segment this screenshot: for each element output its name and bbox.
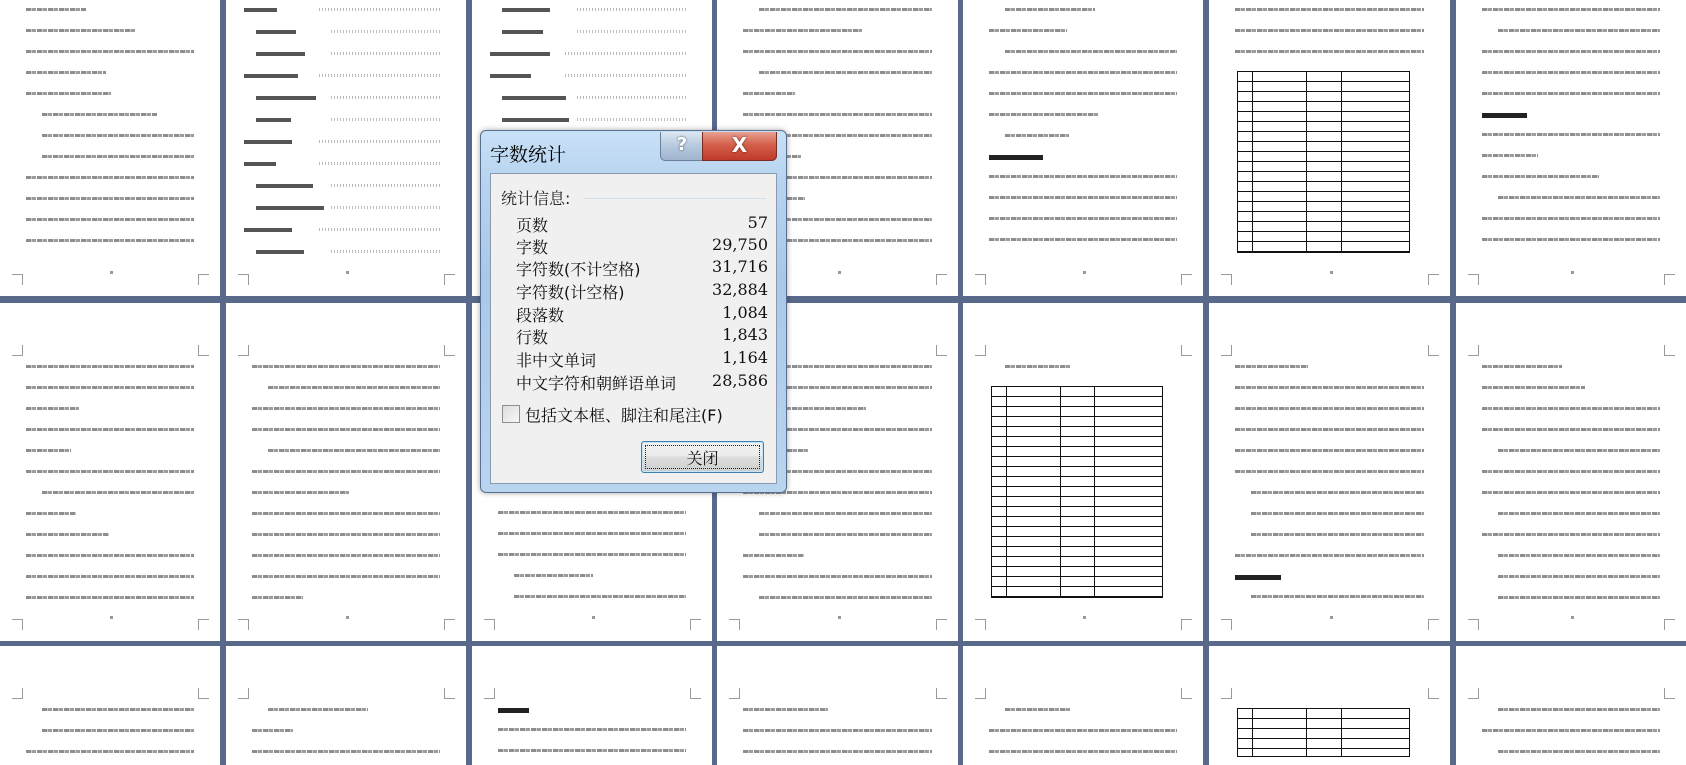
text-line: [743, 113, 932, 116]
text-line: [26, 407, 79, 410]
text-line: [26, 386, 194, 389]
table: [1237, 71, 1410, 253]
text-line: [26, 50, 194, 53]
text-line: [26, 470, 194, 473]
text-line: [1482, 428, 1660, 431]
document-page-thumbnail[interactable]: [0, 0, 220, 296]
toc-leader: [331, 250, 441, 253]
heading: [1482, 113, 1527, 118]
text-line: [26, 176, 194, 179]
page-number: [838, 616, 841, 619]
stat-row-paragraphs: [516, 303, 768, 325]
group-divider: [583, 198, 766, 199]
margin-mark: [1221, 345, 1232, 356]
text-line: [252, 750, 440, 753]
text-line: [1482, 175, 1599, 178]
document-page-thumbnail[interactable]: [0, 303, 220, 641]
include-textboxes-checkbox[interactable]: [502, 405, 520, 423]
text-line: [26, 750, 194, 753]
toc-leader: [331, 118, 441, 121]
margin-mark: [936, 619, 947, 630]
help-button[interactable]: [660, 132, 704, 161]
margin-mark: [1221, 688, 1232, 699]
text-line: [1235, 8, 1424, 11]
heading: [1235, 575, 1281, 580]
text-line: [268, 386, 440, 389]
margin-mark: [1181, 619, 1192, 630]
text-line: [268, 449, 440, 452]
text-line: [1235, 554, 1424, 557]
toc-entry: [244, 8, 277, 12]
text-line: [743, 750, 932, 753]
stat-label: 非中文单词: [516, 351, 597, 370]
margin-mark: [1181, 345, 1192, 356]
margin-mark: [238, 345, 249, 356]
stat-value: 28,586: [712, 371, 768, 390]
document-page-thumbnail[interactable]: [472, 646, 712, 765]
text-line: [26, 92, 111, 95]
stat-value: 57: [747, 213, 768, 232]
toc-entry: [256, 96, 316, 100]
text-line: [759, 512, 932, 515]
text-line: [252, 533, 440, 536]
margin-mark: [1181, 274, 1192, 285]
text-line: [1235, 29, 1424, 32]
page-number: [1571, 271, 1574, 274]
toc-entry: [256, 184, 313, 188]
text-line: [42, 134, 194, 137]
document-page-thumbnail[interactable]: [1456, 303, 1686, 641]
stat-value: 32,884: [712, 280, 768, 299]
margin-mark: [484, 619, 495, 630]
text-line: [1482, 50, 1660, 53]
margin-mark: [238, 688, 249, 699]
document-page-thumbnail[interactable]: [1209, 303, 1450, 641]
text-line: [1235, 470, 1424, 473]
margin-mark: [444, 619, 455, 630]
margin-mark: [12, 619, 23, 630]
text-line: [743, 575, 932, 578]
text-line: [759, 8, 932, 11]
close-button[interactable]: [641, 441, 764, 473]
stat-row-lines: [516, 325, 768, 347]
text-line: [759, 71, 932, 74]
text-line: [42, 155, 194, 158]
table: [1237, 708, 1410, 757]
stat-row-chars-with-spaces: [516, 280, 768, 302]
text-line: [1482, 238, 1660, 241]
margin-mark: [198, 688, 209, 699]
stat-value: 1,164: [722, 348, 768, 367]
title-close-button[interactable]: [702, 132, 777, 161]
margin-mark: [1664, 274, 1675, 285]
stat-label: 段落数: [516, 306, 565, 325]
stat-value: 31,716: [712, 257, 768, 276]
text-line: [1251, 595, 1424, 598]
text-line: [1251, 491, 1424, 494]
text-line: [1498, 196, 1660, 199]
text-line: [498, 511, 686, 514]
margin-mark: [1221, 274, 1232, 285]
text-line: [759, 533, 932, 536]
text-line: [1482, 8, 1660, 11]
text-line: [989, 29, 1067, 32]
text-line: [252, 491, 349, 494]
stat-label: 字符数(计空格): [516, 283, 625, 302]
text-line: [498, 749, 686, 752]
document-page-thumbnail[interactable]: [1209, 646, 1450, 765]
page-number: [1571, 616, 1574, 619]
text-line: [1498, 596, 1660, 599]
margin-mark: [975, 688, 986, 699]
document-page-thumbnail[interactable]: [0, 646, 220, 765]
text-line: [26, 197, 194, 200]
page-number: [838, 271, 841, 274]
text-line: [252, 554, 440, 557]
page-number: [346, 271, 349, 274]
text-line: [1498, 750, 1660, 753]
stat-row-non-chinese-words: [516, 348, 768, 370]
help-icon: ?: [676, 134, 688, 155]
margin-mark: [975, 619, 986, 630]
text-line: [989, 196, 1177, 199]
text-line: [1482, 533, 1660, 536]
margin-mark: [729, 688, 740, 699]
text-line: [1498, 512, 1660, 515]
text-line: [514, 595, 686, 598]
close-button-label: 关闭: [686, 449, 719, 468]
margin-mark: [484, 688, 495, 699]
stat-label: 中文字符和朝鲜语单词: [516, 374, 677, 393]
text-line: [743, 92, 795, 95]
text-line: [1235, 386, 1424, 389]
text-line: [1482, 71, 1660, 74]
dialog-body: [490, 173, 777, 484]
toc-entry: [256, 250, 304, 254]
text-line: [252, 470, 440, 473]
margin-mark: [238, 619, 249, 630]
text-line: [514, 574, 593, 577]
document-page-thumbnail[interactable]: [1209, 0, 1450, 296]
toc-entry: [490, 52, 550, 56]
margin-mark: [936, 688, 947, 699]
margin-mark: [1428, 688, 1439, 699]
text-line: [252, 596, 303, 599]
margin-mark: [1664, 688, 1675, 699]
text-line: [1235, 365, 1308, 368]
text-line: [498, 728, 686, 731]
text-line: [743, 554, 804, 557]
margin-mark: [12, 688, 23, 699]
text-line: [1251, 512, 1424, 515]
text-line: [743, 708, 828, 711]
text-line: [1498, 449, 1660, 452]
margin-mark: [198, 619, 209, 630]
table: [991, 386, 1163, 598]
text-line: [26, 29, 136, 32]
text-line: [989, 92, 1177, 95]
text-line: [26, 512, 76, 515]
stat-label: 行数: [516, 328, 549, 347]
margin-mark: [444, 345, 455, 356]
document-page-thumbnail[interactable]: [717, 646, 958, 765]
text-line: [1005, 134, 1069, 137]
margin-mark: [729, 619, 740, 630]
text-line: [989, 729, 1177, 732]
document-page-thumbnail[interactable]: [963, 646, 1203, 765]
text-line: [1482, 491, 1660, 494]
margin-mark: [198, 345, 209, 356]
margin-mark: [1221, 619, 1232, 630]
statistics-group-label: 统计信息:: [501, 189, 571, 208]
text-line: [268, 708, 368, 711]
toc-entry: [256, 30, 296, 34]
text-line: [26, 575, 194, 578]
text-line: [26, 428, 194, 431]
text-line: [1482, 365, 1562, 368]
margin-mark: [198, 274, 209, 285]
page-number: [110, 616, 113, 619]
margin-mark: [1428, 345, 1439, 356]
text-line: [1482, 729, 1660, 732]
stat-row-words: [516, 235, 768, 257]
text-line: [42, 113, 157, 116]
margin-mark: [1468, 688, 1479, 699]
toc-entry: [256, 52, 305, 56]
page-number: [592, 616, 595, 619]
toc-entry: [256, 206, 324, 210]
margin-mark: [1181, 688, 1192, 699]
toc-leader: [565, 74, 687, 77]
text-line: [1482, 217, 1660, 220]
document-page-thumbnail[interactable]: [1456, 646, 1686, 765]
text-line: [1498, 554, 1660, 557]
text-line: [1005, 50, 1177, 53]
text-line: [989, 238, 1177, 241]
toc-entry: [244, 162, 276, 166]
document-page-thumbnail[interactable]: [963, 303, 1203, 641]
text-line: [42, 729, 194, 732]
toc-leader: [577, 30, 687, 33]
close-icon: X: [731, 133, 748, 157]
margin-mark: [975, 274, 986, 285]
text-line: [743, 29, 862, 32]
text-line: [1235, 407, 1424, 410]
text-line: [1235, 449, 1424, 452]
toc-leader: [577, 96, 687, 99]
margin-mark: [12, 274, 23, 285]
text-line: [252, 365, 440, 368]
margin-mark: [444, 688, 455, 699]
stat-label: 页数: [516, 216, 549, 235]
text-line: [252, 575, 440, 578]
text-line: [252, 428, 440, 431]
text-line: [1482, 92, 1660, 95]
text-line: [1482, 133, 1660, 136]
page-number: [346, 616, 349, 619]
margin-mark: [1468, 274, 1479, 285]
margin-mark: [1468, 345, 1479, 356]
text-line: [252, 407, 440, 410]
stat-label: 字符数(不计空格): [516, 260, 641, 279]
include-textboxes-label[interactable]: 包括文本框、脚注和尾注(F): [525, 406, 723, 425]
toc-leader: [331, 52, 441, 55]
text-line: [1251, 533, 1424, 536]
text-line: [1482, 154, 1538, 157]
margin-mark: [1664, 345, 1675, 356]
text-line: [26, 449, 71, 452]
toc-leader: [577, 8, 687, 11]
toc-entry: [502, 118, 569, 122]
text-line: [1498, 575, 1660, 578]
stat-value: 1,084: [722, 303, 768, 322]
text-line: [26, 554, 194, 557]
margin-mark: [936, 345, 947, 356]
text-line: [26, 365, 194, 368]
toc-leader: [319, 140, 441, 143]
margin-mark: [1428, 619, 1439, 630]
text-line: [26, 239, 194, 242]
toc-entry: [244, 74, 298, 78]
text-line: [989, 217, 1177, 220]
page-number: [110, 271, 113, 274]
heading: [498, 708, 529, 713]
toc-entry: [490, 74, 531, 78]
text-line: [989, 175, 1177, 178]
text-line: [1498, 708, 1660, 711]
stat-row-chars-no-spaces: [516, 257, 768, 279]
toc-leader: [565, 52, 687, 55]
document-page-thumbnail[interactable]: [1456, 0, 1686, 296]
margin-mark: [12, 345, 23, 356]
toc-leader: [319, 162, 441, 165]
page-number: [1330, 616, 1333, 619]
stat-row-pages: [516, 213, 768, 235]
text-line: [252, 729, 293, 732]
text-line: [1235, 50, 1424, 53]
text-line: [1005, 365, 1071, 368]
text-line: [1482, 407, 1660, 410]
text-line: [26, 218, 194, 221]
document-page-thumbnail[interactable]: [226, 646, 466, 765]
text-line: [498, 553, 686, 556]
margin-mark: [1468, 619, 1479, 630]
stat-value: 29,750: [712, 235, 768, 254]
margin-mark: [936, 274, 947, 285]
toc-leader: [331, 30, 441, 33]
toc-leader: [319, 74, 441, 77]
toc-entry: [502, 96, 566, 100]
toc-leader: [331, 96, 441, 99]
margin-mark: [1664, 619, 1675, 630]
toc-leader: [319, 8, 441, 11]
margin-mark: [975, 345, 986, 356]
page-number: [1083, 616, 1086, 619]
text-line: [1498, 29, 1660, 32]
margin-mark: [1428, 274, 1439, 285]
document-page-thumbnail[interactable]: [226, 0, 466, 296]
page-number: [1330, 271, 1333, 274]
text-line: [989, 113, 1099, 116]
margin-mark: [444, 274, 455, 285]
toc-entry: [256, 118, 291, 122]
toc-leader: [319, 228, 441, 231]
heading: [989, 155, 1043, 160]
text-line: [989, 71, 1177, 74]
text-line: [759, 596, 932, 599]
dialog-title: 字数统计: [490, 144, 567, 166]
text-line: [1482, 386, 1585, 389]
margin-mark: [238, 274, 249, 285]
toc-leader: [577, 118, 687, 121]
stat-value: 1,843: [722, 325, 768, 344]
stat-row-cjk-words: [516, 371, 768, 393]
toc-entry: [244, 228, 292, 232]
text-line: [1005, 708, 1071, 711]
text-line: [26, 71, 106, 74]
text-line: [498, 532, 686, 535]
text-line: [1005, 8, 1095, 11]
text-line: [743, 50, 932, 53]
toc-entry: [502, 30, 543, 34]
margin-mark: [690, 619, 701, 630]
toc-entry: [244, 140, 292, 144]
margin-mark: [690, 688, 701, 699]
toc-entry: [502, 8, 550, 12]
text-line: [989, 750, 1177, 753]
text-line: [26, 596, 194, 599]
text-line: [743, 729, 932, 732]
document-page-thumbnail[interactable]: [963, 0, 1203, 296]
text-line: [252, 512, 440, 515]
toc-leader: [331, 184, 441, 187]
text-line: [26, 533, 109, 536]
text-line: [1482, 470, 1660, 473]
text-line: [42, 491, 194, 494]
stat-label: 字数: [516, 238, 549, 257]
document-page-thumbnail[interactable]: [226, 303, 466, 641]
word-count-dialog: [480, 130, 787, 493]
text-line: [1235, 428, 1424, 431]
page-number: [1083, 271, 1086, 274]
text-line: [42, 708, 194, 711]
text-line: [26, 8, 86, 11]
toc-leader: [331, 206, 441, 209]
